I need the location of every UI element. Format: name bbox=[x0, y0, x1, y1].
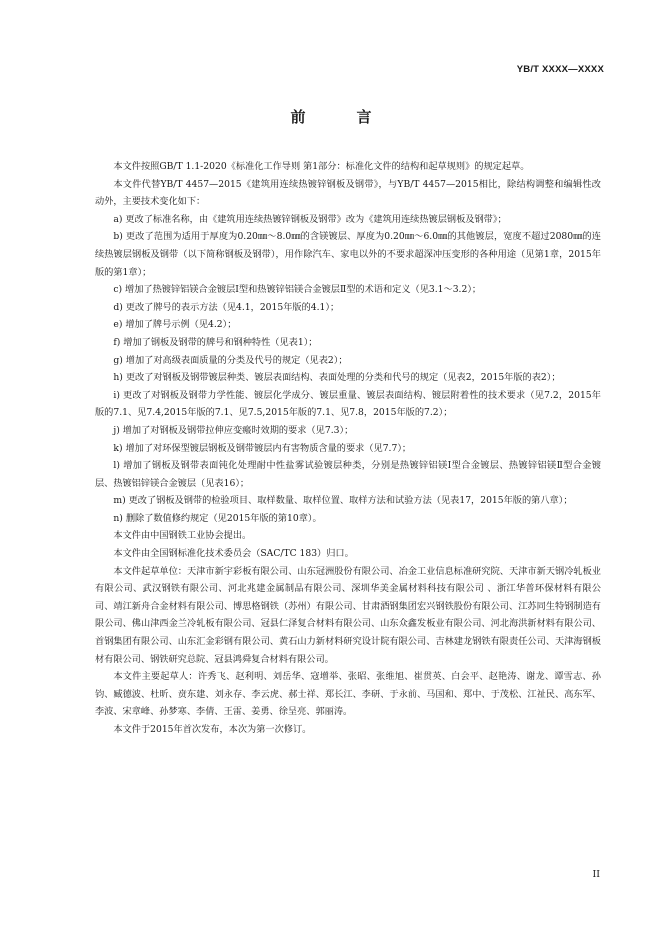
change-item-i: i) 更改了对钢板及钢带力学性能、镀层化学成分、镀层重量、镀层表面结构、镀层附着性的技术要求（见7.2，2015年版的7.1、见7.4,2015年版的7.1、见7.5,2015年版的7.1、见7.8，2015年版的7.2）； bbox=[95, 389, 601, 419]
change-item-n: n) 删除了数值修约规定（见2015年版的第10章）。 bbox=[113, 512, 322, 524]
change-item-k: k) 增加了对环保型镀层钢板及钢带镀层内有害物质含量的要求（见7.7）； bbox=[113, 442, 412, 454]
paragraph-publication-history: 本文件于2015年首次发布，本次为第一次修订。 bbox=[113, 724, 312, 735]
foreword-body bbox=[95, 158, 601, 739]
paragraph-replaces: 本文件代替YB/T 4457—2015《建筑用连续热镀锌钢板及钢带》，与YB/T 4457—2015相比，除结构调整和编辑性改动外，主要技术变化如下： bbox=[95, 178, 601, 208]
change-item-b: b) 更改了范围为适用于厚度为0.20㎜～8.0㎜的含镁镀层、厚度为0.20㎜～6.0㎜的其他镀层，宽度不超过2080㎜的连续热镀层钢板及钢带（以下简称钢板及钢带），用作除汽车、家电以外的不要求超深冲压变形的各种用途（见第1章，2015年版的第1章）； bbox=[95, 231, 601, 278]
change-item-h: h) 更改了对钢板及钢带镀层种类、镀层表面结构、表面处理的分类和代号的规定（见表2，2015年版的表2）； bbox=[113, 372, 561, 384]
change-item-m: m) 更改了钢板及钢带的检验项目、取样数量、取样位置、取样方法和试验方法（见表17，2015年版的第八章）； bbox=[113, 495, 573, 507]
change-item-e: e) 增加了牌号示例（见4.2）； bbox=[113, 319, 237, 331]
change-item-g: g) 增加了对高级表面质量的分类及代号的规定（见表2）； bbox=[113, 354, 348, 366]
change-item-l: l) 增加了钢板及钢带表面钝化处理耐中性盐雾试验镀层种类，分别是热镀锌铝镁Ⅰ型合金镀层、热镀锌铝镁Ⅱ型合金镀层、热镀铝锌镁合金镀层（见表16）； bbox=[95, 460, 601, 489]
paragraph-drafting-units: 本文件起草单位：天津市新宇彩板有限公司、山东冠洲股份有限公司、冶金工业信息标准研究院、天津市新天钢冷轧板业有限公司、武汉钢铁有限公司、河北兆建金属制品有限公司、深圳华美金属材料科技有限公司 、浙江华普环保材料有限公司、靖江新舟合金材料有限公司、博思格钢铁（苏州）有限公司、甘肃酒钢集团宏兴钢铁股份有限公司、江苏同生特钢制造有限公司、佛山津西金兰冷轧板有限公司、冠县仁泽复合材料有限公司、山东众鑫发板业有限公司、河北海洪新材料有限公司、首钢集团有限公司、山东汇金彩钢有限公司、黄石山力新材料研究设计院有限公司、吉林建龙钢铁有限责任公司、天津海钢板材有限公司、钢铁研究总院、冠县鸿舜复合材料有限公司。 bbox=[95, 565, 601, 665]
paragraph-under-jurisdiction: 本文件由全国钢标准化技术委员会（SAC/TC 183）归口。 bbox=[113, 548, 354, 560]
change-item-j: j) 增加了对钢板及钢带拉伸应变瘢时效期的要求（见7.3）； bbox=[113, 424, 354, 436]
change-item-a: a) 更改了标准名称，由《建筑用连续热镀锌钢板及钢带》改为《建筑用连续热镀层钢板及钢带》； bbox=[113, 213, 507, 225]
change-item-c: c) 增加了热镀锌铝镁合金镀层Ⅰ型和热镀锌铝镁合金镀层Ⅱ型的术语和定义（见3.1～3.2）； bbox=[113, 284, 482, 296]
paragraph-drafting-rules: 本文件按照GB/T 1.1-2020《标准化工作导则 第1部分：标准化文件的结构和起草规则》的规定起草。 bbox=[113, 161, 530, 172]
change-item-f: f) 增加了钢板及钢带的牌号和钢种特性（见表1）； bbox=[113, 336, 318, 348]
paragraph-drafters: 本文件主要起草人：许秀飞、赵利明、刘岳华、寇增举、张昭、张维旭、崔贯英、白会平、赵艳涛、谢龙、谭雪志、孙钧、臧德波、杜昕、贲东建、刘永存、李云虎、郝士祥、郑长江、李研、于永前、马国和、郑中、于茂松、江祉民、高东军、李波、宋章峰、孙梦寒、李倩、王雷、姜勇、徐呈亮、郭丽涛。 bbox=[95, 671, 601, 718]
page-title: 前 言 bbox=[290, 108, 390, 126]
change-item-d: d) 更改了牌号的表示方法（见4.1，2015年版的4.1）； bbox=[113, 301, 340, 313]
page-number: II bbox=[592, 869, 600, 880]
standard-code: YB/T XXXX—XXXX bbox=[516, 64, 604, 75]
paragraph-proposed-by: 本文件由中国钢铁工业协会提出。 bbox=[113, 530, 252, 542]
